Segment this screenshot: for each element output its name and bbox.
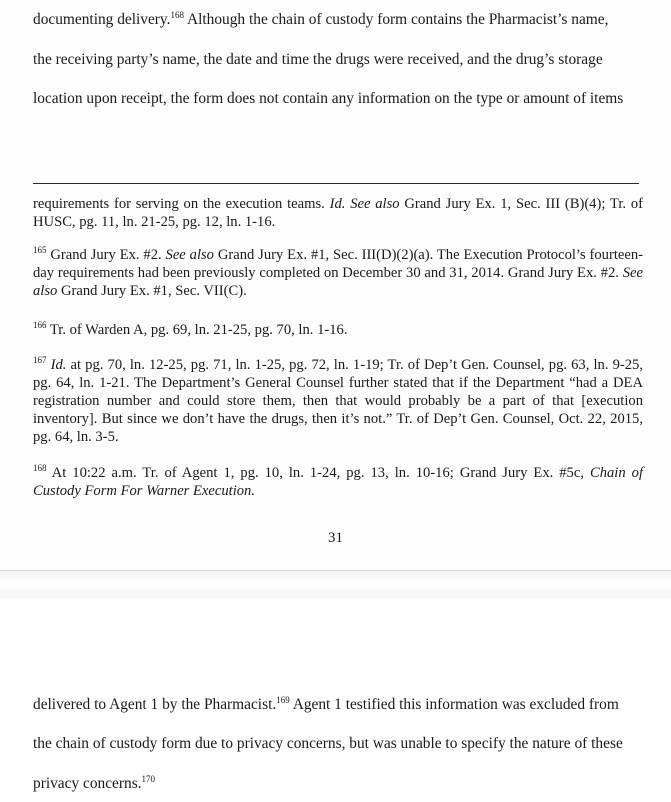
footnote-number: 168 xyxy=(33,463,47,473)
footnote-ref[interactable]: 170 xyxy=(141,774,156,784)
body-line-1: delivered to Agent 1 by the Pharmacist.$^{169}$ Agent 1 testified this information was excluded from xyxy=(33,695,619,713)
footnote-165: $^{165}$ Grand Jury Ex. #2. See also Grand Jury Ex. #1, Sec. III(D)(2)(a). The Execution Protocol’s fourteen-day requirements had been previously completed on December 30 and 31, 2014. Grand Jury Ex. #2. See also Grand Jury Ex. #1, Sec. VII(C). xyxy=(33,245,643,299)
footnote-168: $^{168}$ At 10:22 a.m. Tr. of Agent 1, pg. 10, ln. 1-24, pg. 13, ln. 10-16; Grand Jury Ex. #5c, Chain of Custody Form For Warner Execution. xyxy=(33,463,643,499)
body-text: the receiving party’s name, the date and time the drugs were received, and the drug’s storage xyxy=(33,51,603,68)
body-text: location upon receipt, the form does not contain any information on the type or amount of items xyxy=(33,90,624,107)
body-line-3 xyxy=(33,89,649,109)
footnote-ref[interactable]: 168 xyxy=(170,10,184,20)
footnote-ref[interactable]: 169 xyxy=(276,695,290,705)
page-number: 31 xyxy=(328,530,343,546)
page-32 xyxy=(0,598,671,802)
footnote-continuation: requirements for serving on the execution teams. Id. See also Grand Jury Ex. 1, Sec. III (B)(4); Tr. of HUSC, pg. 11, ln. 21-25, pg. 12, ln. 1-16. xyxy=(33,196,643,230)
body-line-1 xyxy=(33,10,649,30)
footnote-number: 167 xyxy=(33,355,47,365)
body-text: documenting delivery. xyxy=(33,11,171,28)
footnote-166: $^{166}$ Tr. of Warden A, pg. 69, ln. 21-25, pg. 70, ln. 1-16. xyxy=(33,320,348,338)
body-line-2: the chain of custody form due to privacy concerns, but was unable to specify the nature of these xyxy=(33,735,623,752)
page-break xyxy=(0,570,671,599)
footnote-separator xyxy=(33,183,639,184)
body-line-2 xyxy=(33,50,649,70)
footnote-number: 165 xyxy=(33,245,47,255)
footnote-167: $^{167}$ Id. at pg. 70, ln. 12-25, pg. 71, ln. 1-25, pg. 72, ln. 1-19; Tr. of Dep’t Gen. Counsel, pg. 63, ln. 9-25, pg. 64, ln. 1-21. The Department’s General Counsel further stated that if the Department “had a DEA registration number and could store them, then that would probably be a part of that [execution inventory]. But since we don’t have the drugs, then it’s not.” Tr. of Dep’t Gen. Counsel, Oct. 22, 2015, pg. 64, ln. 3-5. xyxy=(33,355,643,445)
body-text: Although the chain of custody form contains the Pharmacist’s name, xyxy=(183,11,609,28)
footnote-number: 166 xyxy=(33,320,47,330)
body-line-3: privacy concerns.$^{170}$ xyxy=(33,774,156,792)
